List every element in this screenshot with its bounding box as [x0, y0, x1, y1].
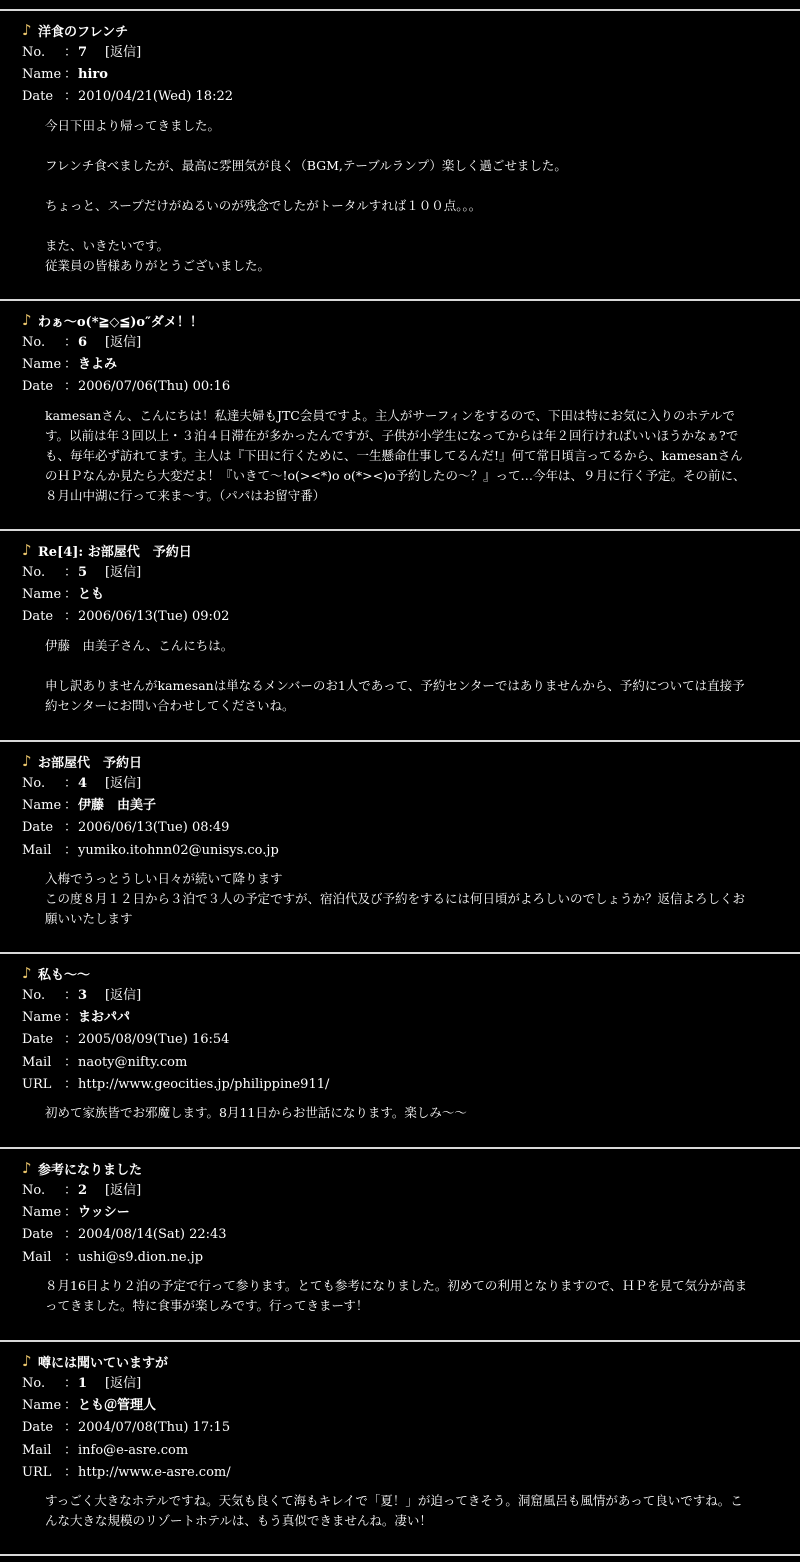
separator: ： — [64, 775, 78, 791]
post-name-row — [22, 1006, 800, 1028]
post-title: お部屋代 予約日 — [38, 755, 143, 771]
author-name: hiro — [78, 66, 108, 82]
post-title: 洋食のフレンチ — [38, 24, 129, 40]
name-label: Name — [22, 1397, 62, 1413]
author-name: とも＠管理人 — [78, 1397, 157, 1413]
top-divider — [0, 0, 800, 11]
author-name: ウッシー — [78, 1204, 130, 1220]
author-name: 伊藤 由美子 — [78, 797, 157, 813]
mail-link[interactable]: yumiko.itohnn02@unisys.co.jp — [78, 842, 279, 858]
post-date: 2005/08/09(Tue) 16:54 — [78, 1032, 230, 1048]
post-mail-row — [22, 1439, 800, 1461]
mail-label: Mail — [22, 842, 52, 858]
mail-label: Mail — [22, 1442, 52, 1458]
mail-link[interactable]: info@e-asre.com — [78, 1442, 189, 1458]
author-name: きよみ — [78, 356, 118, 372]
post-title-row — [22, 750, 800, 772]
number-label: No. — [22, 987, 46, 1003]
post-number: 6 — [78, 334, 88, 350]
music-note-icon: ♪ — [22, 541, 32, 559]
number-label: No. — [22, 1375, 46, 1391]
music-note-icon: ♪ — [22, 21, 32, 39]
post-title: Re[4]: お部屋代 予約日 — [38, 544, 192, 560]
post-title-row — [22, 1157, 800, 1179]
post-date: 2006/07/06(Thu) 00:16 — [78, 379, 231, 395]
separator: ： — [64, 66, 78, 82]
post-date-row — [22, 1029, 800, 1051]
post-body: 伊藤 由美子さん、こんにちは。 申し訳ありませんがkamesanは単なるメンバーのお1人であって、予約センターではありませんから、予約については直接予約センターにお問い合わせしてくださいね。 — [45, 637, 745, 713]
post-item — [0, 11, 800, 301]
mail-link[interactable]: naoty@nifty.com — [78, 1054, 188, 1070]
separator: ： — [64, 356, 78, 372]
separator: ： — [64, 820, 78, 836]
post-date: 2004/07/08(Thu) 17:15 — [78, 1420, 231, 1436]
separator: ： — [64, 1204, 78, 1220]
post-item — [0, 301, 800, 531]
post-title: 噂には聞いていますが — [38, 1355, 169, 1371]
name-label: Name — [22, 356, 62, 372]
separator: ： — [64, 987, 78, 1003]
separator: ： — [64, 1227, 78, 1243]
separator: ： — [64, 1397, 78, 1413]
post-item — [0, 1342, 800, 1556]
post-date-row — [22, 376, 800, 398]
music-note-icon: ♪ — [22, 752, 32, 770]
separator: ： — [64, 1442, 78, 1458]
post-mail-row — [22, 839, 800, 861]
separator: ： — [64, 1420, 78, 1436]
post-date-row — [22, 817, 800, 839]
date-label: Date — [22, 379, 54, 395]
post-body: ８月16日より２泊の予定で行って参ります。とても参考になりました。初めての利用となりますので、ＨＰを見て気分が高まってきました。特に食事が楽しみです。行ってきまーす！ — [45, 1278, 748, 1314]
reply-link[interactable]: [返信] — [105, 775, 142, 791]
post-item — [0, 1149, 800, 1342]
post-mail-row — [22, 1051, 800, 1073]
music-note-icon: ♪ — [22, 311, 32, 329]
post-body: 初めて家族皆でお邪魔します。8月11日からお世話になります。楽しみ〜〜 — [45, 1105, 467, 1121]
name-label: Name — [22, 66, 62, 82]
post-number-row — [22, 984, 800, 1006]
separator: ： — [64, 334, 78, 350]
separator: ： — [64, 609, 78, 625]
post-body: kamesanさん、こんにちは！私達夫婦もJTC会員ですよ。主人がサーフィンをするので、下田は特にお気に入りのホテルです。以前は年３回以上・３泊４日滞在が多かったんですが、子供が小学生になってからは年２回行ければいいほうかなぁ?でも、毎年必ず訪れてます。主人は『下田に行くために、一生懸命仕事してるんだ!』何て常日頃言ってるから、kamesanさんのＨＰなんか見たら大変だよ！『いきて〜!o(><*)o o(*><)o予約したの〜？』って…今年は、９月に行く予定。その前に、８月山中湖に行って来ま〜す。（パパはお留守番） — [45, 407, 746, 503]
post-date-row — [22, 1224, 800, 1246]
date-label: Date — [22, 1227, 54, 1243]
separator: ： — [64, 44, 78, 60]
post-name-row — [22, 583, 800, 605]
name-label: Name — [22, 797, 62, 813]
post-number: 7 — [78, 44, 88, 60]
music-note-icon: ♪ — [22, 1159, 32, 1177]
post-mail-row — [22, 1246, 800, 1268]
post-title-row — [22, 539, 800, 561]
post-number: 5 — [78, 564, 88, 580]
post-url-row — [22, 1461, 800, 1483]
post-name-row — [22, 63, 800, 85]
url-label: URL — [22, 1464, 52, 1480]
separator: ： — [64, 1076, 78, 1092]
name-label: Name — [22, 1009, 62, 1025]
post-date-row — [22, 1417, 800, 1439]
music-note-icon: ♪ — [22, 1352, 32, 1370]
separator: ： — [64, 379, 78, 395]
post-date-row — [22, 86, 800, 108]
date-label: Date — [22, 609, 54, 625]
post-number: 1 — [78, 1375, 88, 1391]
post-title-row — [22, 19, 800, 41]
post-number-row — [22, 41, 800, 63]
reply-link[interactable]: [返信] — [105, 1375, 142, 1391]
post-name-row — [22, 794, 800, 816]
separator: ： — [64, 1249, 78, 1265]
post-item — [0, 954, 800, 1149]
post-body: 今日下田より帰ってきました。 フレンチ食べましたが、最高に雰囲気が良く（BGM,テーブルランプ）楽しく過ごせました。 ちょっと、スープだけがぬるいのが残念でしたがトータルすれば１００点。。。 また、いきたいです。 従業員の皆様ありがとうございました。 — [45, 117, 567, 273]
author-name: とも — [78, 586, 105, 602]
number-label: No. — [22, 44, 46, 60]
date-label: Date — [22, 1420, 54, 1436]
reply-link[interactable]: [返信] — [105, 987, 142, 1003]
author-name: まおパパ — [78, 1009, 131, 1025]
post-title-row — [22, 309, 800, 331]
mail-label: Mail — [22, 1054, 52, 1070]
post-number: 2 — [78, 1182, 88, 1198]
post-number-row — [22, 1372, 800, 1394]
date-label: Date — [22, 820, 54, 836]
post-number: 4 — [78, 775, 88, 791]
post-title-row — [22, 1350, 800, 1372]
post-date-row — [22, 606, 800, 628]
separator: ： — [64, 564, 78, 580]
date-label: Date — [22, 1032, 54, 1048]
separator: ： — [64, 586, 78, 602]
post-name-row — [22, 1201, 800, 1223]
url-label: URL — [22, 1076, 52, 1092]
separator: ： — [64, 1032, 78, 1048]
mail-link[interactable]: ushi@s9.dion.ne.jp — [78, 1249, 204, 1265]
separator: ： — [64, 1182, 78, 1198]
number-label: No. — [22, 334, 46, 350]
separator: ： — [64, 89, 78, 105]
reply-link[interactable]: [返信] — [105, 1182, 142, 1198]
homepage-link[interactable]: http://www.e-asre.com/ — [78, 1464, 231, 1480]
post-number: 3 — [78, 987, 88, 1003]
post-body: すっごく大きなホテルですね。天気も良くて海もキレイで「夏！」が迫ってきそう。洞窟風呂も風情があって良いですね。こんな大きな規模のリゾートホテルは、もう真似できませんね。凄い！ — [45, 1493, 743, 1529]
name-label: Name — [22, 586, 62, 602]
separator: ： — [64, 1009, 78, 1025]
reply-link[interactable]: [返信] — [105, 44, 142, 60]
post-number-row — [22, 772, 800, 794]
number-label: No. — [22, 564, 46, 580]
date-label: Date — [22, 89, 54, 105]
post-body: 入梅でうっとうしい日々が続いて降ります この度８月１２日から３泊で３人の予定ですが、宿泊代及び予約をするには何日頃がよろしいのでしょうか？返信よろしくお願いいたします — [45, 871, 746, 927]
reply-link[interactable]: [返信] — [105, 564, 142, 580]
mail-label: Mail — [22, 1249, 52, 1265]
post-url-row — [22, 1073, 800, 1095]
separator: ： — [64, 1054, 78, 1070]
post-name-row — [22, 1394, 800, 1416]
post-title: 参考になりました — [38, 1162, 143, 1178]
post-date: 2006/06/13(Tue) 09:02 — [78, 609, 230, 625]
name-label: Name — [22, 1204, 62, 1220]
post-date: 2010/04/21(Wed) 18:22 — [78, 89, 233, 105]
post-item — [0, 531, 800, 742]
post-item — [0, 742, 800, 954]
post-number-row — [22, 1179, 800, 1201]
number-label: No. — [22, 775, 46, 791]
separator: ： — [64, 1464, 78, 1480]
post-date: 2004/08/14(Sat) 22:43 — [78, 1227, 227, 1243]
music-note-icon: ♪ — [22, 964, 32, 982]
separator: ： — [64, 842, 78, 858]
separator: ： — [64, 797, 78, 813]
homepage-link[interactable]: http://www.geocities.jp/philippine911/ — [78, 1076, 330, 1092]
number-label: No. — [22, 1182, 46, 1198]
post-title: 私も〜〜 — [38, 967, 91, 983]
post-title: わぁ〜o(*≧◇≦)o″ダメ！！ — [38, 314, 203, 330]
post-name-row — [22, 353, 800, 375]
post-number-row — [22, 331, 800, 353]
reply-link[interactable]: [返信] — [105, 334, 142, 350]
post-date: 2006/06/13(Tue) 08:49 — [78, 820, 230, 836]
separator: ： — [64, 1375, 78, 1391]
post-number-row — [22, 561, 800, 583]
post-title-row — [22, 962, 800, 984]
